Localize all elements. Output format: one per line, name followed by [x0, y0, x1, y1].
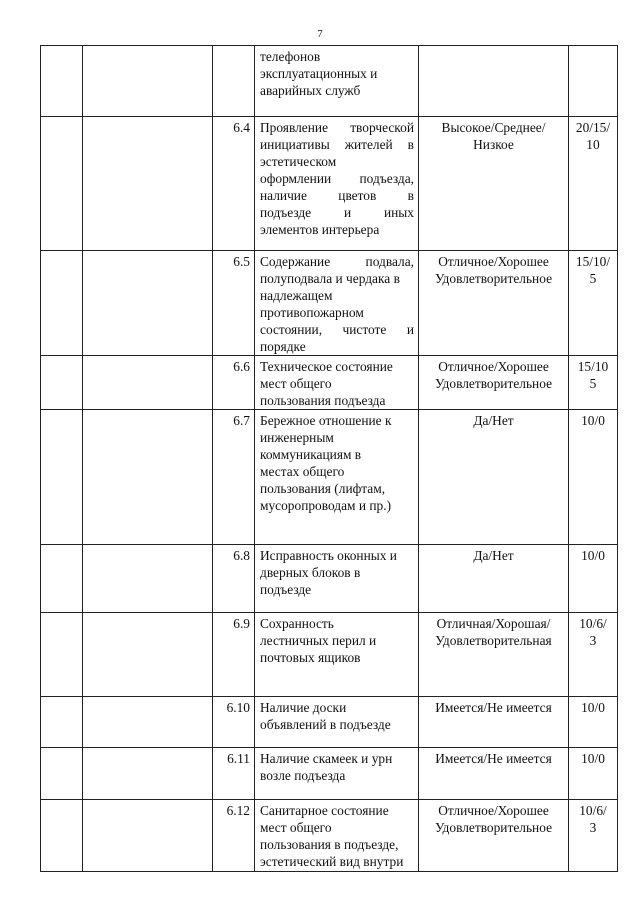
- scale-line: Удовлетворительное: [434, 271, 553, 286]
- description-line: лестничных перил и: [260, 633, 377, 648]
- empty-cell-a: [41, 545, 83, 613]
- rating-scale: [419, 117, 569, 251]
- scale-line: Удовлетворительная: [435, 633, 552, 648]
- table-row: [41, 356, 618, 410]
- score-line: 10/0: [581, 700, 605, 715]
- description-line: надлежащем: [260, 288, 333, 303]
- description-line: Сохранность: [260, 616, 334, 631]
- rating-scale: [419, 748, 569, 800]
- item-number: 6.8: [213, 545, 255, 613]
- score-line: 10/0: [581, 751, 605, 766]
- score-values: [569, 748, 618, 800]
- rating-scale: [419, 697, 569, 748]
- empty-cell-a: [41, 251, 83, 356]
- item-description: [255, 117, 419, 251]
- item-description: [255, 613, 419, 697]
- scale-line: Отличное/Хорошее: [438, 803, 549, 818]
- score-line: 10: [586, 137, 600, 152]
- item-number: 6.4: [213, 117, 255, 251]
- scale-line: Отличное/Хорошее: [438, 359, 549, 374]
- empty-cell-a: [41, 748, 83, 800]
- empty-cell-b: [83, 356, 213, 410]
- item-description: [255, 800, 419, 872]
- description-line: Наличие скамеек и урн: [260, 751, 393, 766]
- rating-scale: [419, 46, 569, 117]
- description-line: подъезде: [260, 582, 312, 597]
- description-line: возле подъезда: [260, 768, 346, 783]
- description-line: коммуникациям в: [260, 447, 362, 462]
- description-line: Наличие доски: [260, 700, 347, 715]
- scale-line: Низкое: [473, 137, 514, 152]
- empty-cell-b: [83, 46, 213, 117]
- empty-cell-a: [41, 410, 83, 545]
- score-line: 3: [589, 820, 597, 835]
- score-values: [569, 356, 618, 410]
- empty-cell-b: [83, 748, 213, 800]
- score-line: 10/6/: [579, 616, 607, 631]
- description-line: Бережное отношение к: [260, 413, 392, 428]
- description-line: оформлении подъезда,: [260, 171, 414, 186]
- item-description: [255, 697, 419, 748]
- score-values: [569, 46, 618, 117]
- score-line: 3: [589, 633, 597, 648]
- rating-scale: [419, 613, 569, 697]
- item-description: [255, 545, 419, 613]
- description-line: инициативы жителей в: [260, 137, 414, 152]
- score-line: 10/6/: [579, 803, 607, 818]
- description-line: Техническое состояние: [260, 359, 393, 374]
- table-row: [41, 117, 618, 251]
- description-line: Содержание подвала,: [260, 254, 414, 269]
- scale-line: Отличное/Хорошее: [438, 254, 549, 269]
- description-line: инженерным: [260, 430, 334, 445]
- item-number: 6.7: [213, 410, 255, 545]
- description-line: местах общего: [260, 464, 345, 479]
- rating-scale: [419, 410, 569, 545]
- scale-line: Отличная/Хорошая/: [436, 616, 551, 631]
- score-line: 15/10: [577, 359, 609, 374]
- empty-cell-a: [41, 800, 83, 872]
- score-line: 5: [589, 376, 597, 391]
- table-row: [41, 613, 618, 697]
- description-line: почтовых ящиков: [260, 650, 361, 665]
- score-values: [569, 800, 618, 872]
- empty-cell-b: [83, 697, 213, 748]
- empty-cell-b: [83, 613, 213, 697]
- empty-cell-a: [41, 697, 83, 748]
- item-number: [213, 46, 255, 117]
- score-values: [569, 697, 618, 748]
- description-line: пользования в подъезде,: [260, 837, 399, 852]
- scale-line: Высокое/Среднее/: [441, 120, 546, 135]
- score-values: [569, 545, 618, 613]
- empty-cell-a: [41, 46, 83, 117]
- score-values: [569, 613, 618, 697]
- empty-cell-a: [41, 117, 83, 251]
- table-row: [41, 410, 618, 545]
- rating-scale: [419, 356, 569, 410]
- description-line: пользования (лифтам,: [260, 481, 386, 496]
- description-line: эстетический вид внутри: [260, 854, 404, 869]
- score-line: 5: [589, 271, 597, 286]
- empty-cell-a: [41, 356, 83, 410]
- score-line: 10/0: [581, 413, 605, 428]
- rating-scale: [419, 545, 569, 613]
- empty-cell-b: [83, 800, 213, 872]
- description-line: порядке: [260, 339, 306, 354]
- score-line: 15/10/: [575, 254, 611, 269]
- table-row: [41, 800, 618, 872]
- description-line: мест общего: [260, 820, 332, 835]
- item-description: [255, 748, 419, 800]
- table-row: [41, 46, 618, 117]
- description-line: Санитарное состояние: [260, 803, 389, 818]
- description-line: эксплуатационных и: [260, 66, 378, 81]
- description-line: состоянии, чистоте и: [260, 322, 414, 337]
- item-number: 6.6: [213, 356, 255, 410]
- description-line: наличие цветов в: [260, 188, 414, 203]
- item-number: 6.9: [213, 613, 255, 697]
- description-line: подъезде и иных: [260, 205, 414, 220]
- score-line: 10/0: [581, 548, 605, 563]
- score-values: [569, 117, 618, 251]
- description-line: Проявление творческой: [260, 120, 414, 135]
- item-description: [255, 410, 419, 545]
- item-number: 6.12: [213, 800, 255, 872]
- criteria-table: [40, 45, 618, 872]
- description-line: полуподвала и чердака в: [260, 271, 400, 286]
- description-line: мест общего: [260, 376, 332, 391]
- description-line: пользования подъезда: [260, 393, 386, 408]
- description-line: дверных блоков в: [260, 565, 361, 580]
- description-line: аварийных служб: [260, 83, 361, 98]
- description-line: объявлений в подъезде: [260, 717, 391, 732]
- score-values: [569, 251, 618, 356]
- empty-cell-a: [41, 613, 83, 697]
- empty-cell-b: [83, 545, 213, 613]
- scale-line: Удовлетворительное: [434, 820, 553, 835]
- table-row: [41, 251, 618, 356]
- scale-line: Имеется/Не имеется: [435, 700, 552, 715]
- item-number: 6.11: [213, 748, 255, 800]
- table-row: [41, 697, 618, 748]
- score-values: [569, 410, 618, 545]
- item-number: 6.5: [213, 251, 255, 356]
- scale-line: Удовлетворительное: [434, 376, 553, 391]
- empty-cell-b: [83, 251, 213, 356]
- description-line: противопожарном: [260, 305, 364, 320]
- empty-cell-b: [83, 117, 213, 251]
- scale-line: Да/Нет: [473, 548, 514, 563]
- page-number: 7: [317, 28, 323, 40]
- description-line: эстетическом: [260, 154, 337, 169]
- empty-cell-b: [83, 410, 213, 545]
- item-description: [255, 251, 419, 356]
- rating-scale: [419, 251, 569, 356]
- rating-scale: [419, 800, 569, 872]
- item-description: [255, 356, 419, 410]
- description-line: элементов интерьера: [260, 222, 380, 237]
- scale-line: Имеется/Не имеется: [435, 751, 552, 766]
- description-line: мусоропроводам и пр.): [260, 498, 392, 513]
- table-row: [41, 748, 618, 800]
- score-line: 20/15/: [575, 120, 611, 135]
- item-number: 6.10: [213, 697, 255, 748]
- table-row: [41, 545, 618, 613]
- item-description: [255, 46, 419, 117]
- description-line: Исправность оконных и: [260, 548, 397, 563]
- scale-line: Да/Нет: [473, 413, 514, 428]
- description-line: телефонов: [260, 49, 321, 64]
